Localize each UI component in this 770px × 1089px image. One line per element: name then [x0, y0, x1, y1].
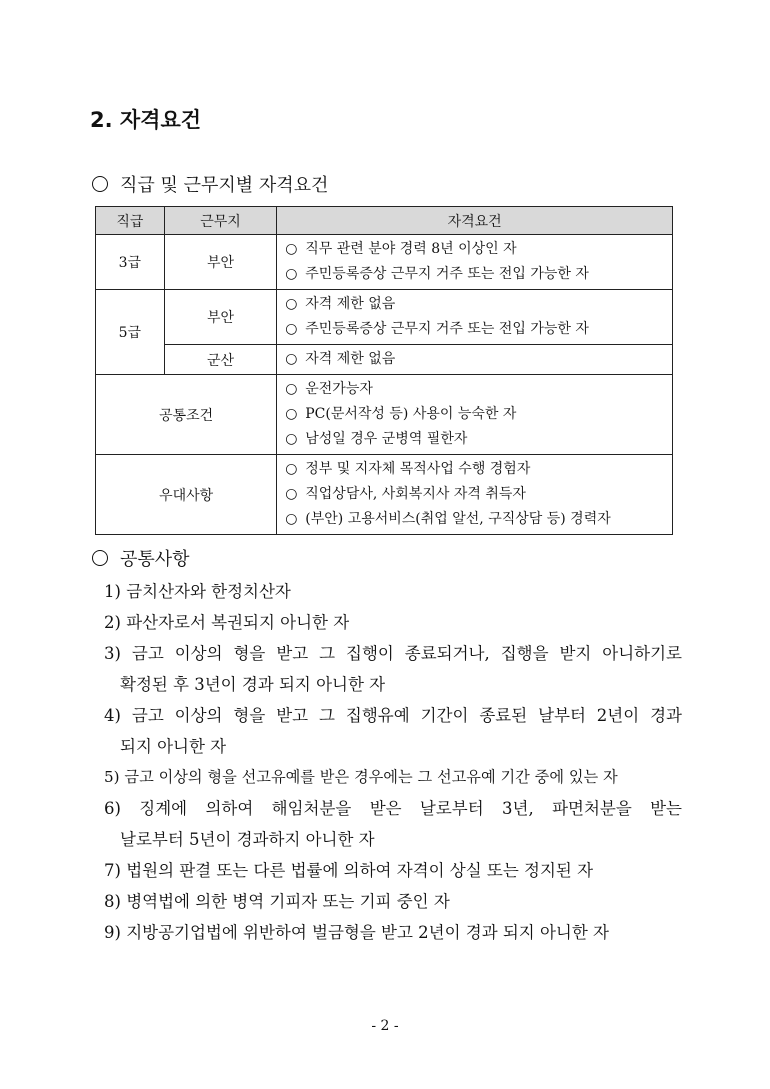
- bullet-icon: ○: [285, 461, 298, 477]
- common-items-list: [104, 576, 682, 948]
- requirement-item: ○ 남성일 경우 군병역 필한자: [285, 427, 666, 452]
- requirement-item: ○ 주민등록증상 근무지 거주 또는 전입 가능한 자: [285, 262, 666, 287]
- circle-bullet-icon: [92, 176, 108, 192]
- page-number: - 2 -: [371, 1018, 399, 1034]
- requirement-item: ○ 정부 및 지자체 목적사업 수행 경험자: [285, 457, 666, 482]
- requirement-item: ○ 운전가능자: [285, 377, 666, 402]
- requirement-item: ○ 직업상담사, 사회복지사 자격 취득자: [285, 482, 666, 507]
- grade-cell: 5급: [96, 290, 165, 375]
- circle-bullet-icon: [92, 550, 108, 566]
- table-row-common: [96, 375, 673, 455]
- header-location: 근무지: [164, 207, 277, 235]
- preference-label-cell: 우대사항: [96, 455, 277, 535]
- qualification-heading: [92, 171, 328, 197]
- requirement-item: ○ 주민등록증상 근무지 거주 또는 전입 가능한 자: [285, 317, 666, 342]
- qualification-heading-text: 직급 및 근무지별 자격요건: [120, 175, 329, 196]
- table-row-grade3: [96, 235, 673, 290]
- bullet-icon: ○: [285, 266, 298, 282]
- bullet-icon: ○: [285, 431, 298, 447]
- grade-cell: 3급: [96, 235, 165, 290]
- requirements-cell: [277, 455, 673, 535]
- list-item: 6) 징계에 의하여 해임처분을 받은 날로부터 3년, 파면처분을 받는 날로부터 5년이 경과하지 아니한 자: [104, 799, 682, 849]
- requirement-item: ○ PC(문서작성 등) 사용이 능숙한 자: [285, 402, 666, 427]
- location-cell: 부안: [164, 290, 277, 345]
- common-heading: [92, 545, 190, 571]
- qualification-table: [95, 206, 673, 535]
- table-row-grade5-gunsan: [96, 345, 673, 375]
- common-heading-text: 공통사항: [120, 549, 190, 570]
- requirement-item: ○ 자격 제한 없음: [285, 347, 666, 372]
- header-requirements: 자격요건: [277, 207, 673, 235]
- bullet-icon: ○: [285, 511, 298, 527]
- table-header-row: [96, 207, 673, 235]
- requirements-cell: [277, 345, 673, 375]
- bullet-icon: ○: [285, 381, 298, 397]
- list-item: 4) 금고 이상의 형을 받고 그 집행유예 기간이 종료된 날부터 2년이 경과 되지 아니한 자: [104, 706, 682, 756]
- table-row-preference: [96, 455, 673, 535]
- bullet-icon: ○: [285, 321, 298, 337]
- requirement-item: ○ 자격 제한 없음: [285, 292, 666, 317]
- bullet-icon: ○: [285, 406, 298, 422]
- requirements-cell: [277, 375, 673, 455]
- common-label-cell: 공통조건: [96, 375, 277, 455]
- bullet-icon: ○: [285, 296, 298, 312]
- list-item: 2) 파산자로서 복권되지 아니한 자: [104, 613, 350, 632]
- bullet-icon: ○: [285, 351, 298, 367]
- requirements-cell: [277, 235, 673, 290]
- list-item: 3) 금고 이상의 형을 받고 그 집행이 종료되거나, 집행을 받지 아니하기로 확정된 후 3년이 경과 되지 아니한 자: [104, 644, 682, 694]
- requirement-item: ○ (부안) 고용서비스(취업 알선, 구직상담 등) 경력자: [285, 507, 666, 532]
- list-item: 9) 지방공기업법에 위반하여 벌금형을 받고 2년이 경과 되지 아니한 자: [104, 923, 609, 942]
- requirement-item: ○ 직무 관련 분야 경력 8년 이상인 자: [285, 237, 666, 262]
- location-cell: 군산: [164, 345, 277, 375]
- list-item: 8) 병역법에 의한 병역 기피자 또는 기피 중인 자: [104, 892, 450, 911]
- list-item: 5) 금고 이상의 형을 선고유예를 받은 경우에는 그 선고유예 기간 중에 있는 자: [104, 768, 618, 786]
- location-cell: 부안: [164, 235, 277, 290]
- list-item: 1) 금치산자와 한정치산자: [104, 582, 291, 601]
- bullet-icon: ○: [285, 486, 298, 502]
- section-title: 2. 자격요건: [90, 108, 202, 132]
- requirements-cell: [277, 290, 673, 345]
- list-item: 7) 법원의 판결 또는 다른 법률에 의하여 자격이 상실 또는 정지된 자: [104, 861, 594, 880]
- table-row-grade5-buan: [96, 290, 673, 345]
- header-grade: 직급: [96, 207, 165, 235]
- bullet-icon: ○: [285, 241, 298, 257]
